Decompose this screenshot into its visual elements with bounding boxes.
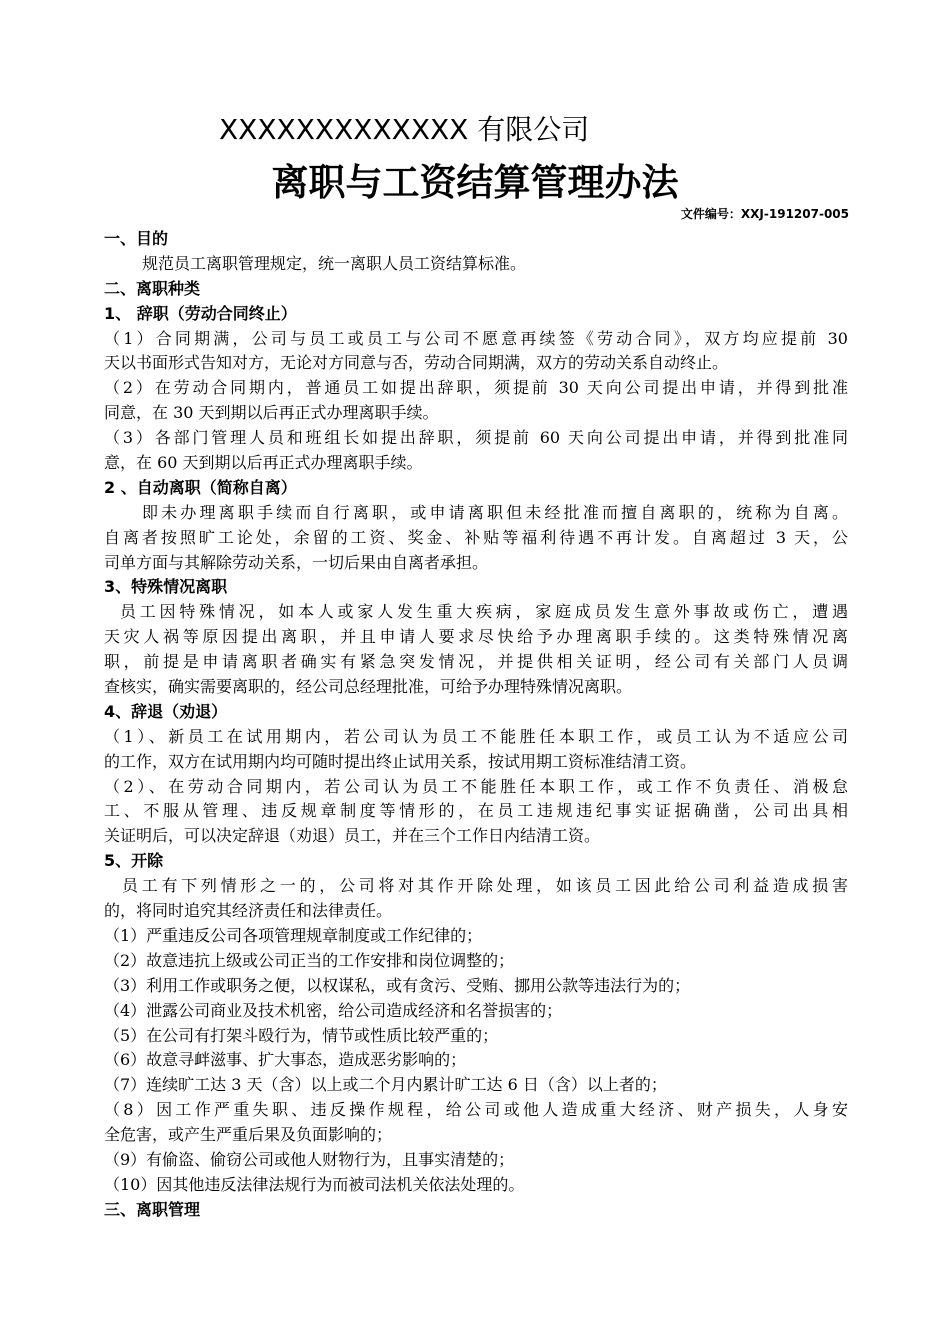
document-body [104,227,848,1223]
body-text-line: （8）因工作严重失职、违反操作规程，给公司或他人造成重大经济、财产损失，人身安 [104,1100,848,1120]
body-text-line: （1）严重违反公司各项管理规章制度或工作纪律的； [104,925,483,945]
body-text-line: 天以书面形式告知对方，无论对方同意与否，劳动合同期满，双方的劳动关系自动终止。 [104,353,729,373]
section-heading: 二、离职种类 [104,278,201,298]
document-number: 文件编号：XXJ-191207-005 [680,207,849,221]
body-text-line: 查核实，确实需要离职的，经公司总经理批准，可给予办理特殊情况离职。 [104,677,633,697]
body-text-line: 全危害，或产生严重后果及负面影响的； [104,1125,393,1145]
body-text-line: （1）、新员工在试用期内，若公司认为员工不能胜任本职工作，或员工认为不适应公司 [104,726,848,746]
body-text-line: 同意，在 30 天到期以后再正式办理离职手续。 [104,403,439,423]
body-text-line: （10）因其他违反法律法规行为而被司法机关依法处理的。 [104,1174,525,1194]
section-heading: 4、辞退（劝退） [104,701,228,721]
body-text-line: （6）故意寻衅滋事、扩大事态，造成恶劣影响的； [104,1050,467,1070]
body-text-line: （2）、在劳动合同期内，若公司认为员工不能胜任本职工作，或工作不负责任、消极怠 [104,776,848,796]
body-text-line: 的，将同时追究其经济责任和法律责任。 [104,901,393,921]
body-text-line: （3）各部门管理人员和班组长如提出辞职，须提前 60 天向公司提出申请，并得到批准同 [104,428,848,448]
body-text-line: 司单方面与其解除劳动关系，一切后果由自离者承担。 [104,552,489,572]
body-text-line: （2）在劳动合同期内，普通员工如提出辞职，须提前 30 天向公司提出申请，并得到批准 [104,378,848,398]
body-text-line: 员工有下列情形之一的，公司将对其作开除处理，如该员工因此给公司利益造成损害 [122,876,848,896]
body-text-line: （9）有偷盗、偷窃公司或他人财物行为，且事实清楚的； [104,1149,515,1169]
section-heading: 三、离职管理 [104,1199,201,1219]
body-text-line: 的工作，双方在试用期内均可随时提出终止试用关系，按试用期工资标准结清工资。 [104,751,697,771]
document-title: 离职与工资结算管理办法 [271,161,679,204]
section-heading: 2 、自动离职（简称自离） [104,477,297,497]
section-heading: 3、特殊情况离职 [104,577,228,597]
company-name: XXXXXXXXXXXXX 有限公司 [219,113,590,146]
body-text-line: （3）利用工作或职务之便，以权谋私，或有贪污、受贿、挪用公款等违法行为的； [104,975,691,995]
body-text-line: （4）泄露公司商业及技术机密，给公司造成经济和名誉损害的； [104,1000,563,1020]
body-text-line: （7）连续旷工达 3 天（含）以上或二个月内累计旷工达 6 日（含）以上者的； [104,1075,667,1095]
section-heading: 5、开除 [104,851,164,871]
body-text-line: 天灾人祸等原因提出离职，并且申请人要求尽快给予办理离职手续的。这类特殊情况离 [104,627,848,647]
section-heading: 一、目的 [104,229,169,248]
body-text-line: （2）故意违抗上级或公司正当的工作安排和岗位调整的； [104,950,515,970]
body-text-line: 意，在 60 天到期以后再正式办理离职手续。 [104,453,423,473]
body-text-line: 规范员工离职管理规定，统一离职人员工资结算标准。 [142,253,527,273]
section-heading: 1、 辞职（劳动合同终止） [104,303,297,323]
body-text-line: （5）在公司有打架斗殴行为，情节或性质比较严重的； [104,1025,499,1045]
body-text-line: 工、不服从管理、违反规章制度等情形的，在员工违规违纪事实证据确凿，公司出具相 [104,801,848,821]
body-text-line: 员工因特殊情况，如本人或家人发生重大疾病，家庭成员发生意外事故或伤亡，遭遇 [120,602,848,622]
body-text-line: （1）合同期满，公司与员工或员工与公司不愿意再续签《劳动合同》，双方均应提前 30 [104,328,848,348]
body-text-line: 自离者按照旷工论处，余留的工资、奖金、补贴等福利待遇不再计发。自离超过 3 天，公 [104,527,848,547]
body-text-line: 职，前提是申请离职者确实有紧急突发情况，并提供相关证明，经公司有关部门人员调 [104,652,848,672]
body-text-line: 即未办理离职手续而自行离职，或申请离职但未经批准而擅自离职的，统称为自离。 [142,502,848,522]
body-text-line: 关证明后，可以决定辞退（劝退）员工，并在三个工作日内结清工资。 [104,826,601,846]
